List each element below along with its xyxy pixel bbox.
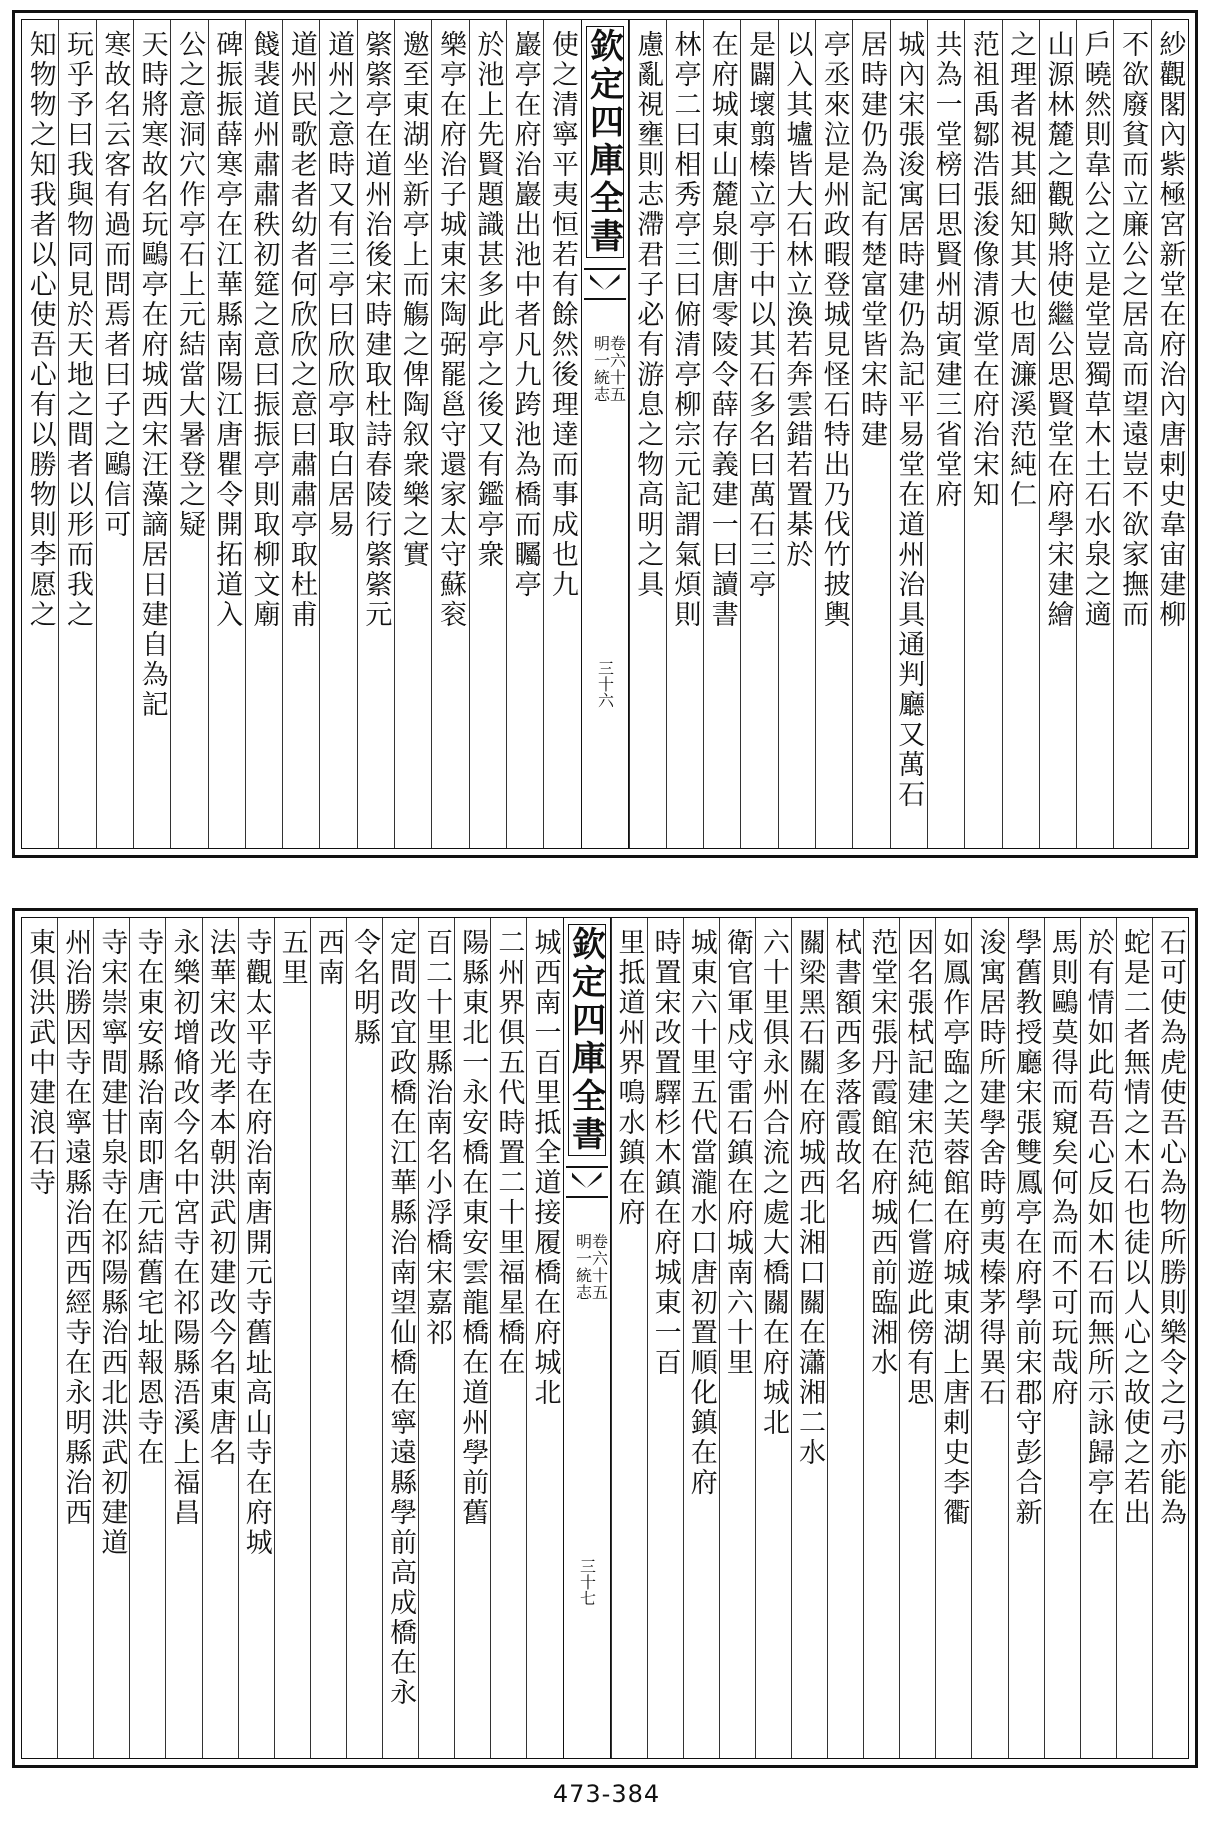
lower-page-text-column: 令名明縣 bbox=[346, 918, 382, 1758]
volume-number: 卷六十五 bbox=[589, 1233, 609, 1301]
upper-page-text-column: 碑振振薛寒亭在江華縣南陽江唐瞿令開拓道入 bbox=[208, 20, 245, 848]
upper-page-columns bbox=[22, 20, 1188, 848]
upper-page bbox=[12, 10, 1198, 858]
upper-page-text-column: 居時建仍為記有楚富堂皆宋時建 bbox=[852, 20, 889, 848]
lower-page-frame bbox=[21, 917, 1189, 1759]
upper-page-text-column: 知物物之知我者以心使吾心有以勝物則李愿之 bbox=[24, 30, 56, 630]
volume-title: 明一統志 bbox=[573, 1233, 593, 1301]
lower-page-text-column: 於有情如此苟吾心反如木石而無所示詠歸亭在 bbox=[1080, 918, 1116, 1758]
lower-page-text-column: 因名張栻記建宋范純仁嘗遊此傍有思 bbox=[899, 918, 935, 1758]
lower-page-text-column: 里抵道州界鳴水鎮在府 bbox=[611, 918, 647, 1758]
upper-page-text-column: 巖亭在府治巖出池中者凡九跨池為橋而矚亭 bbox=[506, 20, 543, 848]
lower-page-text-column: 石可使為虎使吾心為物所勝則樂令之弓亦能為 bbox=[1152, 918, 1188, 1758]
upper-page-text-column: 之理者視其細知其大也周濂溪范純仁 bbox=[1002, 20, 1039, 848]
lower-page-text-column: 馬則鷗莫得而窺矣何為而不可玩哉府 bbox=[1044, 918, 1080, 1758]
lower-page-text-column: 西南 bbox=[310, 918, 346, 1758]
lower-page-text-column: 如鳳作亭臨之芙蓉館在府城東湖上唐剌史李衢 bbox=[935, 918, 971, 1758]
lower-page-text-column: 衛官軍戍守雷石鎮在府城南六十里 bbox=[719, 918, 755, 1758]
upper-page-text-column: 紗觀閣內紫極宮新堂在府治內唐剌史韋宙建柳 bbox=[1151, 20, 1188, 848]
lower-page-text-column: 陽縣東北一永安橋在東安雲龍橋在道州學前舊 bbox=[454, 918, 490, 1758]
lower-page-text-column: 定間改宜政橋在江華縣治南望仙橋在寧遠縣學前高成橋在永 bbox=[382, 918, 418, 1758]
upper-page-text-column: 公之意洞穴作亭石上元結當大暑登之疑 bbox=[170, 20, 207, 848]
upper-page-text-column: 綮綮亭在道州治後宋時建取杜詩春陵行綮綮元 bbox=[357, 20, 394, 848]
upper-page-text-column: 共為一堂榜曰思賢州胡寅建三省堂府 bbox=[927, 20, 964, 848]
lower-page-text-column: 二州界俱五代時置二十里福星橋在 bbox=[490, 918, 526, 1758]
lower-page-text-column: 永樂初增脩改今名中宮寺在祁陽縣浯溪上福昌 bbox=[165, 918, 201, 1758]
lower-page-text-column: 時置宋改置驛杉木鎮在府城東一百 bbox=[647, 918, 683, 1758]
upper-page-text-column: 樂亭在府治子城東宋陶弼罷邕守還家太守蘇衮 bbox=[431, 20, 468, 848]
upper-page-text-column: 邀至東湖坐新亭上而觴之俾陶叙衆樂之實 bbox=[394, 20, 431, 848]
upper-page-text-column: 山源林麓之觀歟將使繼公思賢堂在府學宋建繪 bbox=[1039, 20, 1076, 848]
lower-page-text-column: 東俱洪武中建浪石寺 bbox=[24, 928, 56, 1198]
lower-page-text-column: 蛇是二者無情之木石也徒以人心之故使之若出 bbox=[1116, 918, 1152, 1758]
upper-page-text-column: 在府城東山麓泉側唐零陵令薛存義建一曰讀書 bbox=[703, 20, 740, 848]
lower-page-text-column: 學舊教授廳宋張雙鳳亭在府學前宋郡守彭合新 bbox=[1008, 918, 1044, 1758]
upper-page-text-column: 不欲廢貧而立廉公之居高而望遠豈不欲家撫而 bbox=[1113, 20, 1150, 848]
lower-page-text-column: 城西南一百里抵全道接履橋在府城北 bbox=[526, 918, 562, 1758]
upper-page-text-column: 餞裴道州肅肅秩初筵之意曰振振亭則取柳文廟 bbox=[245, 20, 282, 848]
page-number: 473-384 bbox=[552, 1780, 661, 1808]
upper-page-text-column: 使之清寧平夷恒若有餘然後理達而事成也九 bbox=[543, 20, 580, 848]
upper-page-frame bbox=[21, 19, 1189, 849]
upper-page-text-column: 於池上先賢題識甚多此亭之後又有鑑亭衆 bbox=[469, 20, 506, 848]
upper-page-text-column: 天時將寒故名玩鷗亭在府城西宋汪藻謫居日建自為記 bbox=[133, 20, 170, 848]
lower-page-text-column: 范堂宋張丹霞館在府城西前臨湘水 bbox=[863, 918, 899, 1758]
upper-page-text-column: 寒故名云客有過而問焉者曰子之鷗信可 bbox=[96, 20, 133, 848]
volume-number: 卷六十五 bbox=[607, 335, 627, 403]
book-title: 欽定四庫全書 bbox=[565, 926, 606, 1154]
upper-page-text-column: 道州民歌老者幼者何欣欣之意曰肅肅亭取杜甫 bbox=[282, 20, 319, 848]
lower-page-text-column: 法華宋改光孝本朝洪武初建改今名東唐名 bbox=[202, 918, 238, 1758]
lower-page-text-column: 寺觀太平寺在府治南唐開元寺舊址高山寺在府城 bbox=[238, 918, 274, 1758]
lower-page-center-gutter bbox=[563, 918, 611, 1758]
upper-page-text-column: 城內宋張浚寓居時建仍為記平易堂在道州治具通判廳又萬石 bbox=[890, 20, 927, 848]
lower-page-text-column: 六十里俱永州合流之處大橋關在府城北 bbox=[755, 918, 791, 1758]
upper-page-center-gutter bbox=[581, 20, 629, 848]
lower-page-text-column: 寺在東安縣治南即唐元結舊宅址報恩寺在 bbox=[129, 918, 165, 1758]
folio-number: 三十六 bbox=[595, 660, 615, 708]
lower-page-text-column: 栻書額西多落霞故名 bbox=[827, 918, 863, 1758]
upper-page-text-column: 是闢壞翦榛立亭于中以其石多名曰萬石三亭 bbox=[740, 20, 777, 848]
lower-page-columns bbox=[22, 918, 1188, 1758]
upper-page-text-column: 以入其壚皆大石林立渙若奔雲錯若置棊於 bbox=[778, 20, 815, 848]
fishtail-mark-icon bbox=[566, 1166, 608, 1198]
upper-page-text-column: 道州之意時又有三亭曰欣欣亭取白居易 bbox=[319, 20, 356, 848]
lower-page-text-column: 五里 bbox=[274, 918, 310, 1758]
upper-page-text-column: 林亭二曰相秀亭三曰俯清亭柳宗元記謂氣煩則 bbox=[666, 20, 703, 848]
lower-page-text-column: 城東六十里五代當瀧水口唐初置順化鎮在府 bbox=[683, 918, 719, 1758]
folio-number: 三十七 bbox=[577, 1558, 597, 1606]
upper-page-text-column: 范祖禹鄒浩張浚像清源堂在府治宋知 bbox=[964, 20, 1001, 848]
volume-title: 明一統志 bbox=[591, 335, 611, 403]
lower-page-text-column: 浚寓居時所建學舍時剪夷榛茅得異石 bbox=[971, 918, 1007, 1758]
book-title: 欽定四庫全書 bbox=[583, 28, 624, 256]
lower-page-text-column: 關梁黑石關在府城西北湘口關在瀟湘二水 bbox=[791, 918, 827, 1758]
lower-page-text-column: 百二十里縣治南名小浮橋宋嘉祁 bbox=[418, 918, 454, 1758]
upper-page-text-column: 戶曉然則韋公之立是堂豈獨草木土石水泉之適 bbox=[1076, 20, 1113, 848]
fishtail-mark-icon bbox=[584, 268, 626, 300]
upper-page-text-column: 慮亂視壅則志滯君子必有游息之物高明之具 bbox=[629, 20, 666, 848]
upper-page-text-column: 亭丞來泣是州政暇登城見怪石特出乃伐竹披輿 bbox=[815, 20, 852, 848]
upper-page-text-column: 玩乎予曰我與物同見於天地之間者以形而我之 bbox=[58, 20, 95, 848]
lower-page bbox=[12, 908, 1198, 1768]
lower-page-text-column: 寺宋崇寧間建甘泉寺在祁陽縣治西北洪武初建道 bbox=[93, 918, 129, 1758]
lower-page-text-column: 州治勝因寺在寧遠縣治西西經寺在永明縣治西 bbox=[57, 918, 93, 1758]
